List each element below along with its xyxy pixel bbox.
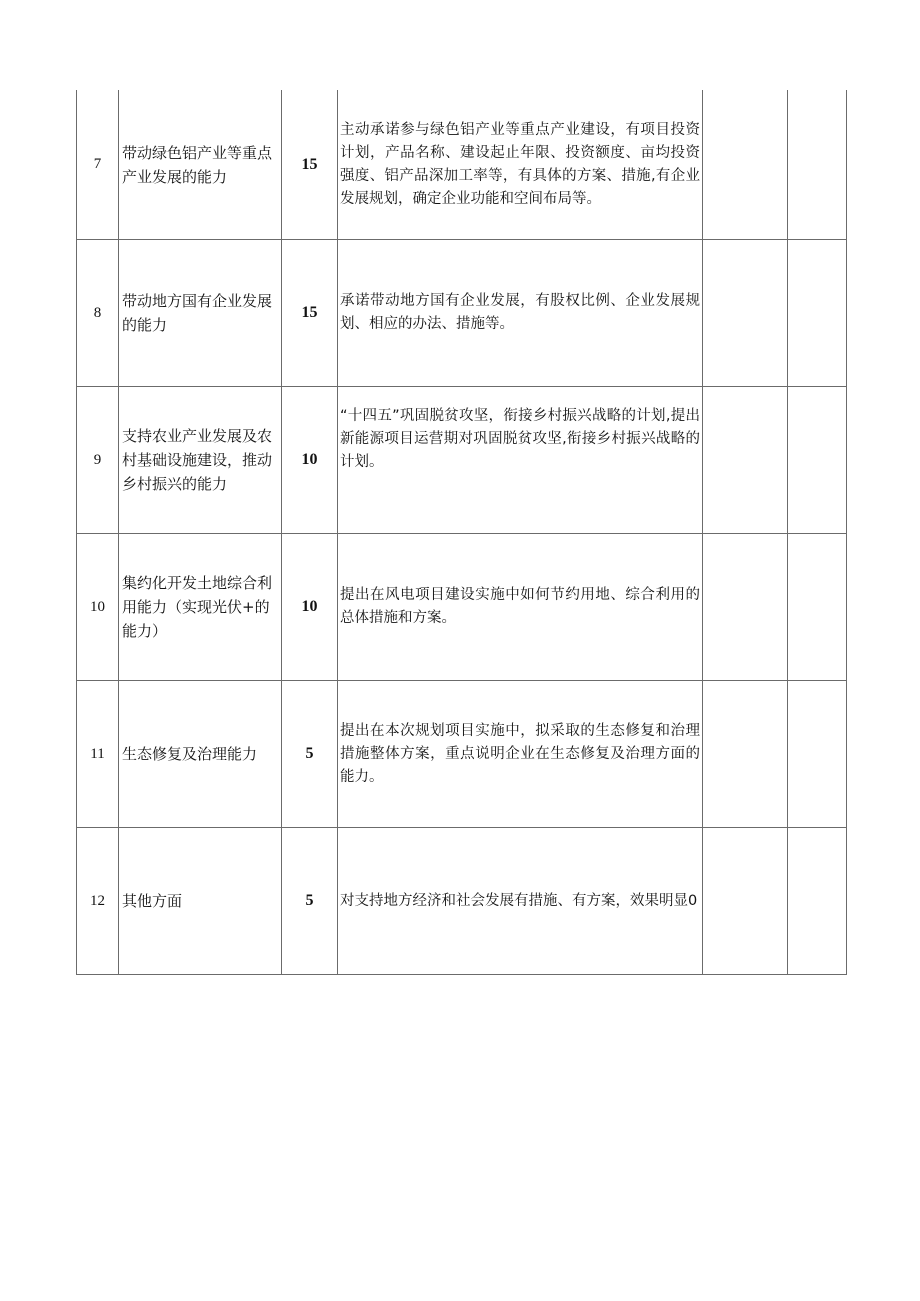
table-row <box>77 680 846 827</box>
criterion-name: 支持农业产业发展及农村基础设施建设，推动乡村振兴的能力 <box>119 387 282 533</box>
scoring-table <box>76 90 847 975</box>
empty-cell <box>703 240 788 386</box>
empty-cell <box>788 240 846 386</box>
criterion-score: 10 <box>282 387 338 533</box>
row-number: 8 <box>77 240 119 386</box>
table-row <box>77 90 846 239</box>
criterion-description: 主动承诺参与绿色铝产业等重点产业建设，有项目投资计划，产品名称、建设起止年限、投资额度、亩均投资强度、铝产品深加工率等，有具体的方案、措施,有企业发展规划，确定企业功能和空间布局等。 <box>338 90 703 239</box>
empty-cell <box>788 90 846 239</box>
row-number: 11 <box>77 681 119 827</box>
criterion-score: 15 <box>282 240 338 386</box>
criterion-name: 带动地方国有企业发展的能力 <box>119 240 282 386</box>
table-row <box>77 239 846 386</box>
table-row <box>77 533 846 680</box>
row-number: 12 <box>77 828 119 974</box>
row-number: 10 <box>77 534 119 680</box>
criterion-score: 15 <box>282 90 338 239</box>
empty-cell <box>788 828 846 974</box>
empty-cell <box>703 828 788 974</box>
criterion-description: “十四五”巩固脱贫攻坚，衔接乡村振兴战略的计划,提出新能源项目运营期对巩固脱贫攻坚,衔接乡村振兴战略的计划。 <box>338 387 703 533</box>
row-number: 9 <box>77 387 119 533</box>
criterion-name: 集约化开发土地综合利用能力（实现光伏+的能力） <box>119 534 282 680</box>
criterion-score: 5 <box>282 828 338 974</box>
empty-cell <box>788 387 846 533</box>
table-row <box>77 827 846 974</box>
empty-cell <box>703 534 788 680</box>
criterion-name: 带动绿色铝产业等重点产业发展的能力 <box>119 90 282 239</box>
empty-cell <box>788 534 846 680</box>
criterion-description: 对支持地方经济和社会发展有措施、有方案，效果明显0 <box>338 828 703 974</box>
criterion-score: 5 <box>282 681 338 827</box>
criterion-description: 承诺带动地方国有企业发展，有股权比例、企业发展规划、相应的办法、措施等。 <box>338 240 703 386</box>
criterion-score: 10 <box>282 534 338 680</box>
empty-cell <box>788 681 846 827</box>
criterion-name: 生态修复及治理能力 <box>119 681 282 827</box>
empty-cell <box>703 387 788 533</box>
empty-cell <box>703 681 788 827</box>
criterion-description: 提出在本次规划项目实施中，拟采取的生态修复和治理措施整体方案，重点说明企业在生态修复及治理方面的能力。 <box>338 681 703 827</box>
empty-cell <box>703 90 788 239</box>
row-number: 7 <box>77 90 119 239</box>
criterion-name: 其他方面 <box>119 828 282 974</box>
criterion-description: 提出在风电项目建设实施中如何节约用地、综合利用的总体措施和方案。 <box>338 534 703 680</box>
table-row <box>77 386 846 533</box>
